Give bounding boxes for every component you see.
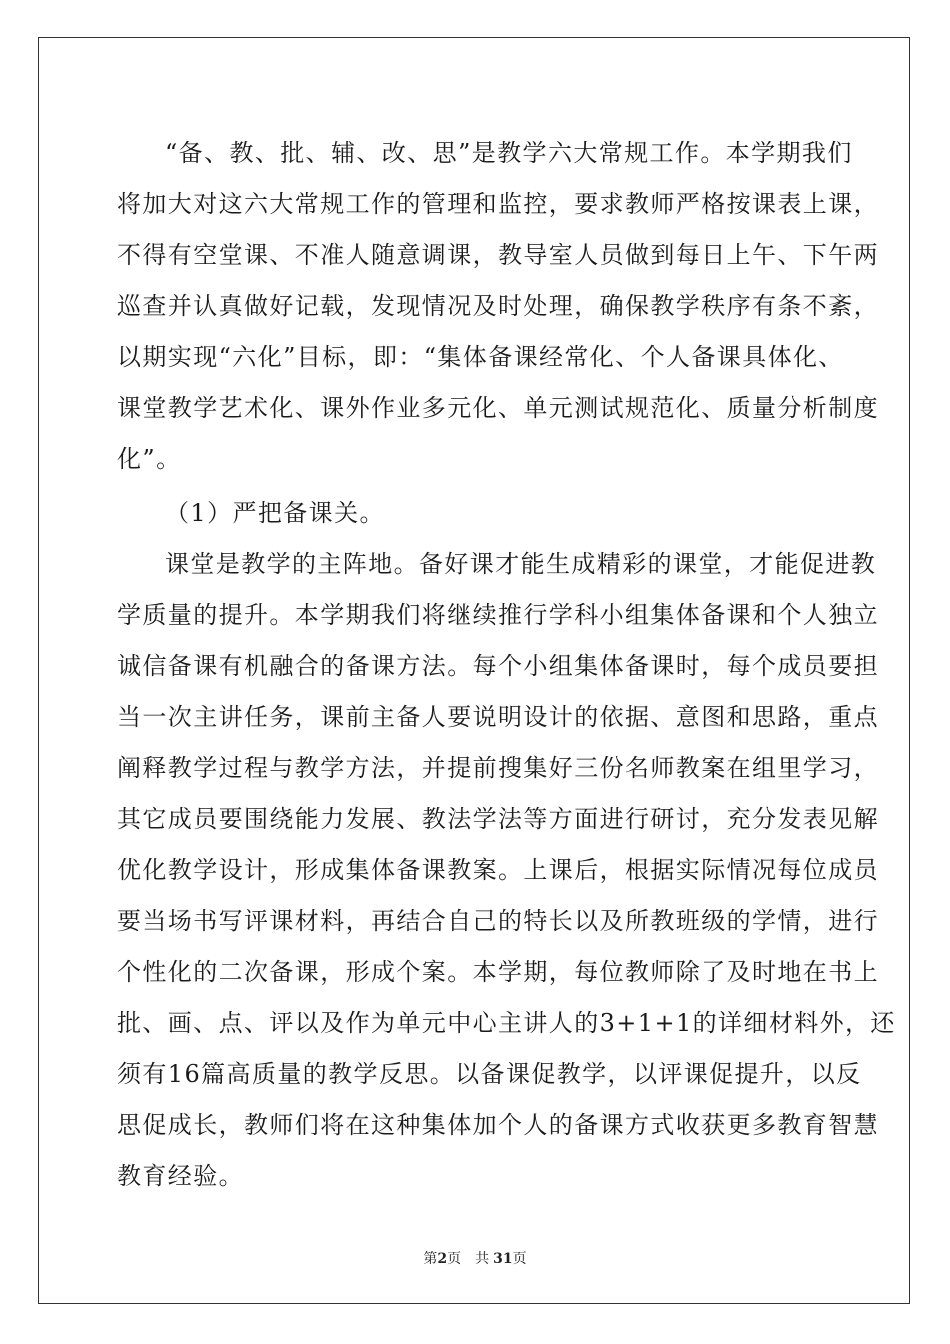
paragraph-line: 思促成长，教师们将在这种集体加个人的备课方式收获更多教育智慧 — [117, 1111, 879, 1139]
page-current: 2 — [437, 1251, 448, 1267]
total-suffix: 页 — [512, 1251, 527, 1267]
document-body — [117, 128, 896, 1202]
paragraph-line: 优化教学设计，形成集体备课教案。上课后，根据实际情况每位成员 — [117, 856, 879, 884]
paragraph-line: 化”。 — [117, 445, 182, 473]
page-number — [423, 1251, 461, 1267]
page-prefix: 第 — [423, 1251, 438, 1267]
paragraph-line: 其它成员要围绕能力发展、教法学法等方面进行研讨，充分发表见解 — [117, 805, 879, 833]
paragraph-line: “备、教、批、辅、改、思”是教学六大常规工作。本学期我们 — [165, 139, 853, 167]
paragraph-line: 要当场书写评课材料，再结合自己的特长以及所教班级的学情，进行 — [117, 907, 879, 935]
paragraph-line: 不得有空堂课、不准人随意调课，教导室人员做到每日上午、下午两 — [117, 241, 879, 269]
paragraph-line: 课堂是教学的主阵地。备好课才能生成精彩的课堂，才能促进教 — [165, 550, 877, 578]
paragraph-line: 当一次主讲任务，课前主备人要说明设计的依据、意图和思路，重点 — [117, 703, 879, 731]
page-footer — [0, 1248, 950, 1268]
paragraph-line: 以期实现“六化”目标，即：“集体备课经常化、个人备课具体化、 — [117, 343, 844, 371]
paragraph-line: 将加大对这六大常规工作的管理和监控，要求教师严格按课表上课， — [117, 190, 879, 218]
paragraph-line: 须有16篇高质量的教学反思。以备课促教学，以评课促提升，以反 — [117, 1060, 862, 1088]
total-prefix: 共 — [475, 1251, 490, 1267]
paragraph-line: 学质量的提升。本学期我们将继续推行学科小组集体备课和个人独立 — [117, 601, 879, 629]
section-subheading: （1）严把备课关。 — [165, 499, 385, 527]
paragraph-line: 诚信备课有机融合的备课方法。每个小组集体备课时，每个成员要担 — [117, 652, 879, 680]
paragraph-line: 课堂教学艺术化、课外作业多元化、单元测试规范化、质量分析制度 — [117, 394, 879, 422]
paragraph-line: 批、画、点、评以及作为单元中心主讲人的3+1+1的详细材料外，还 — [117, 1009, 896, 1037]
paragraph-line: 教育经验。 — [117, 1162, 244, 1190]
paragraph-line: 个性化的二次备课，形成个案。本学期，每位教师除了及时地在书上 — [117, 958, 879, 986]
paragraph-line: 巡查并认真做好记载，发现情况及时处理，确保教学秩序有条不紊， — [117, 292, 879, 320]
page-suffix: 页 — [447, 1251, 462, 1267]
paragraph-line: 阐释教学过程与教学方法，并提前搜集好三份名师教案在组里学习， — [117, 754, 879, 782]
page-total — [475, 1251, 526, 1267]
total-count: 31 — [493, 1251, 513, 1267]
